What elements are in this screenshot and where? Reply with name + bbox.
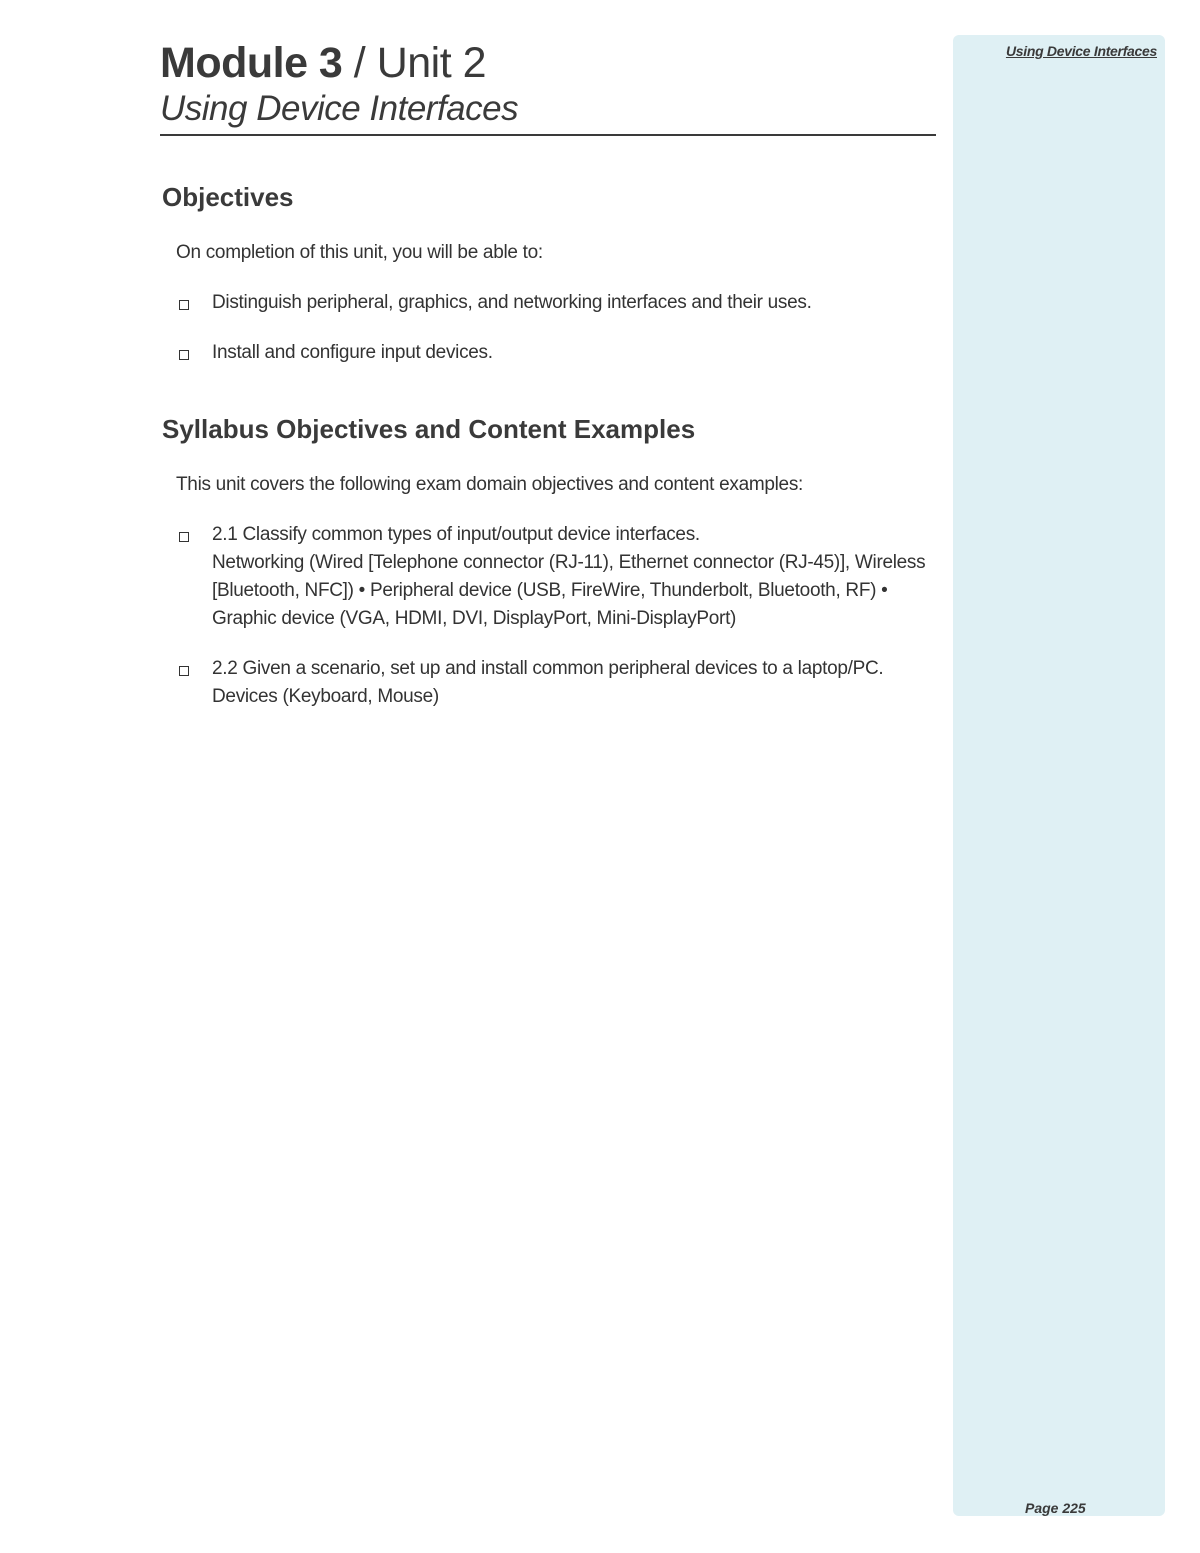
checkbox-icon (179, 532, 189, 542)
checkbox-icon (179, 350, 189, 360)
objectives-intro: On completion of this unit, you will be able to: (176, 242, 543, 263)
module-title (160, 38, 936, 88)
unit-subtitle: Using Device Interfaces (160, 89, 519, 128)
module-label: Module 3 (160, 39, 343, 87)
objective-text: Install and configure input devices. (212, 342, 493, 363)
objectives-heading: Objectives (162, 182, 294, 212)
syllabus-item-content: Devices (Keyboard, Mouse) (212, 686, 439, 707)
objective-item (176, 339, 936, 367)
syllabus-item-title: 2.1 Classify common types of input/output device interfaces. (212, 524, 700, 545)
objectives-list (176, 289, 936, 367)
sidebar (953, 35, 1165, 1516)
page-header (160, 38, 936, 136)
syllabus-item (176, 521, 936, 633)
objective-text: Distinguish peripheral, graphics, and networking interfaces and their uses. (212, 292, 812, 313)
checkbox-icon (179, 666, 189, 676)
page-number: Page 225 (1025, 1500, 1086, 1516)
syllabus-item (176, 655, 936, 711)
checkbox-icon (179, 300, 189, 310)
syllabus-item-title: 2.2 Given a scenario, set up and install common peripheral devices to a laptop/PC. (212, 658, 884, 679)
unit-label: Unit 2 (376, 39, 487, 87)
syllabus-heading: Syllabus Objectives and Content Examples (162, 414, 696, 444)
syllabus-list (176, 521, 936, 711)
syllabus-item-content: Networking (Wired [Telephone connector (RJ-11), Ethernet connector (RJ-45)], Wireless [Bluetooth, NFC]) • Peripheral device (USB, FireWire, Thunderbolt, Bluetooth, RF) • Graphic device (VGA, HDMI, DVI, DisplayPort, Mini-DisplayPort) (212, 552, 926, 629)
syllabus-intro: This unit covers the following exam domain objectives and content examples: (176, 474, 804, 495)
running-title: Using Device Interfaces (1005, 43, 1157, 59)
title-separator: / (342, 39, 377, 87)
objective-item (176, 289, 936, 317)
